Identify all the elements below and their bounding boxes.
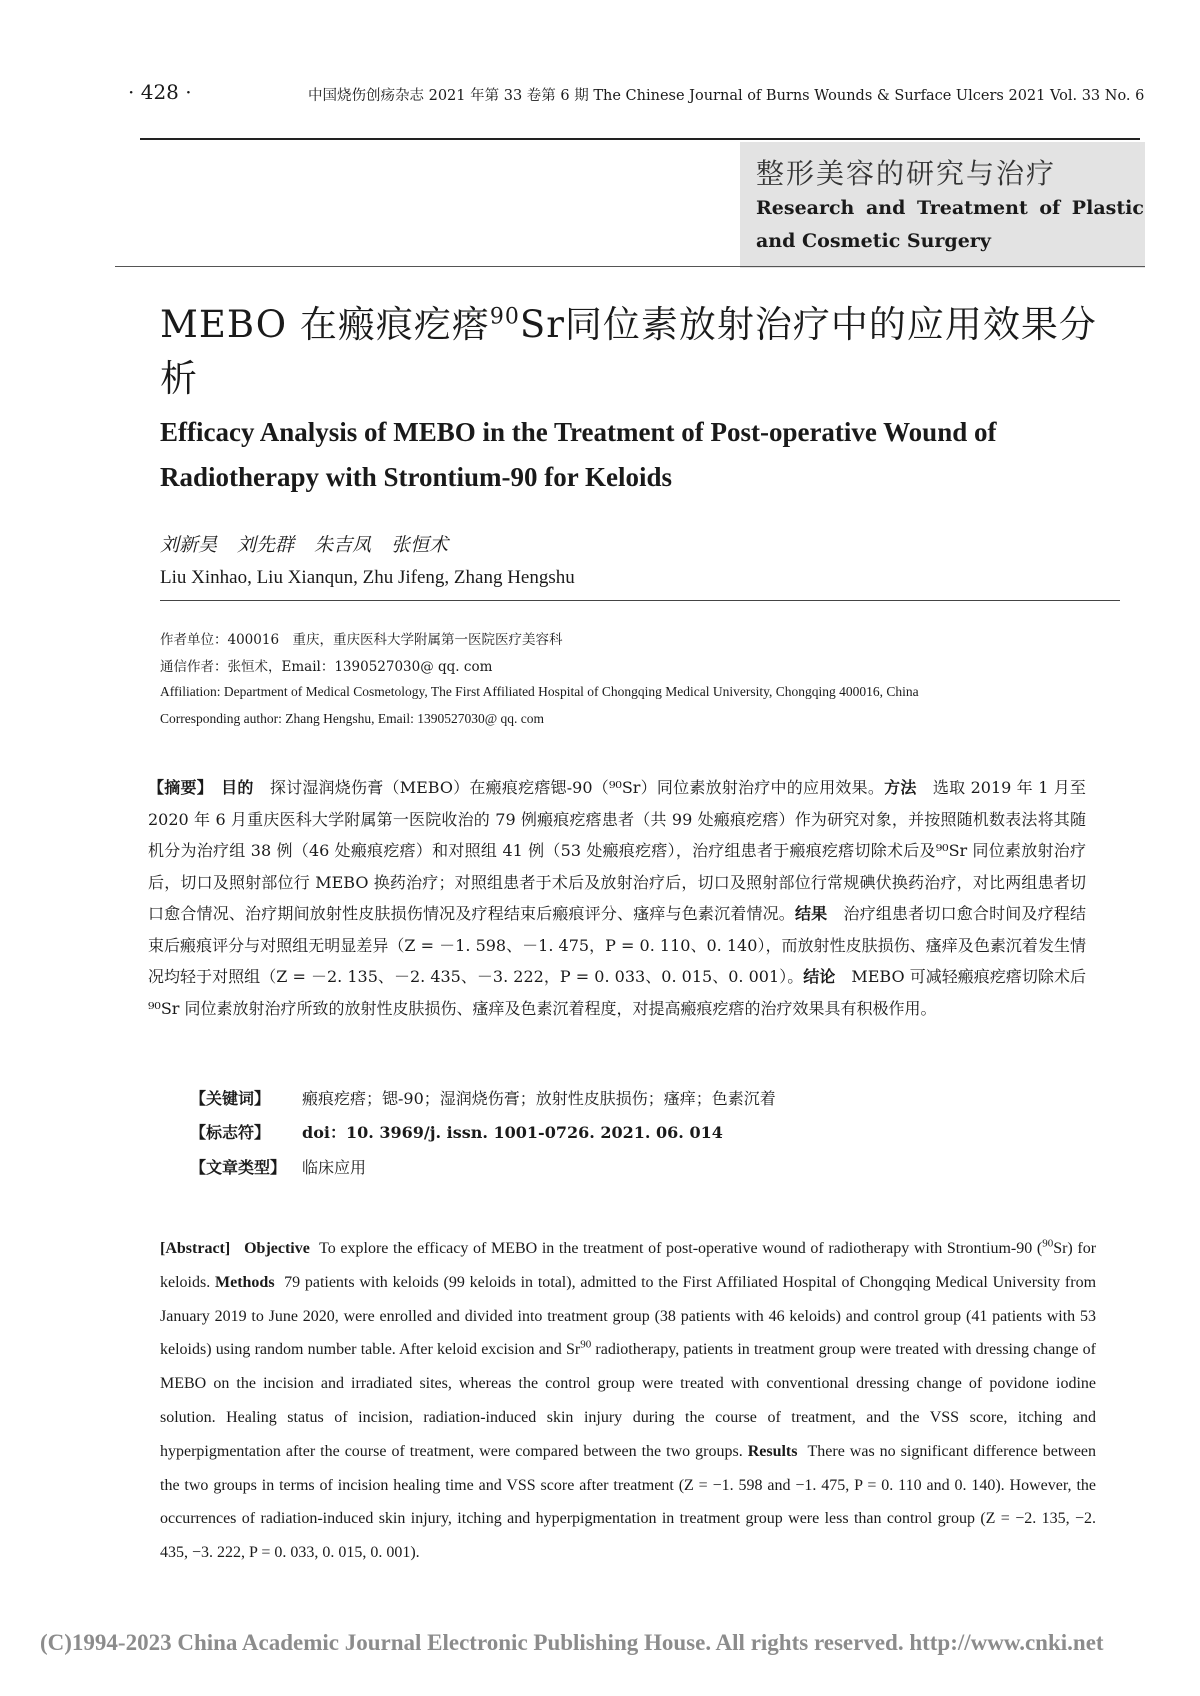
abstract-en <box>160 1232 1096 1570</box>
section-rule <box>115 266 1145 267</box>
abstract-cn <box>148 772 1086 1024</box>
methods-en-a: 79 patients with keloids (99 keloids in total), admitted to the First Affiliated Hospital of Chongqing Medical University from January 2019 to June 2020, were enrolled and divided into treatment group (38 patients with 46 keloids) and control group (41 patients with 53 keloids) using random number table. After keloid excision and Sr <box>160 1273 1097 1359</box>
objective-label-cn: 目的 <box>221 778 254 797</box>
article-title-en: Efficacy Analysis of MEBO in the Treatment of Post-operative Wound of Radiotherapy with Strontium-90 for Keloids <box>160 417 997 492</box>
authors-rule <box>160 600 1120 601</box>
corresponding-author-en: Corresponding author: Zhang Hengshu, Email: 1390527030@ qq. com <box>160 711 545 726</box>
conclusion-cn: MEBO 可减轻瘢痕疙瘩切除术后⁹⁰Sr 同位素放射治疗所致的放射性皮肤损伤、瘙痒及色素沉着程度，对提高瘢痕疙瘩的治疗效果具有积极作用。 <box>148 967 1086 1018</box>
doi: doi：10. 3969/j. issn. 1001-0726. 2021. 06. 014 <box>302 1123 723 1142</box>
methods-cn: 选取 2019 年 1 月至 2020 年 6 月重庆医科大学附属第一医院收治的 79 例瘢痕疙瘩患者（共 99 处瘢痕疙瘩）作为研究对象，并按照随机数表法将其随机分为治疗组 38 例（46 处瘢痕疙瘩）和对照组 41 例（53 处瘢痕疙瘩），治疗组患者于瘢痕疙瘩切除术后及⁹⁰Sr 同位素放射治疗后，切口及照射部位行 MEBO 换药治疗；对照组患者于术后及放射治疗后，切口及照射部位行常规碘伏换药治疗，对比两组患者切口愈合情况、治疗期间放射性皮肤损伤情况及疗程结束后瘢痕评分、瘙痒与色素沉着情况。 <box>148 778 1086 923</box>
affiliation-en: Affiliation: Department of Medical Cosmetology, The First Affiliated Hospital of Chongqing Medical University, Chongqing 400016, China <box>160 684 919 699</box>
keywords: 瘢痕疙瘩；锶-90；湿润烧伤膏；放射性皮肤损伤；瘙痒；色素沉着 <box>302 1089 776 1108</box>
identifier-label: 【标志符】 <box>190 1123 271 1142</box>
objective-en-a: To explore the efficacy of MEBO in the treatment of post-operative wound of radiotherapy with Strontium-90 ( <box>319 1240 1043 1257</box>
column-title-cn: 整形美容的研究与治疗 <box>756 157 1057 190</box>
header-rule <box>140 138 1140 140</box>
title-cn-superscript: 90 <box>489 304 520 330</box>
objective-label-en: Objective <box>244 1240 310 1257</box>
methods-label-cn: 方法 <box>884 778 917 797</box>
objective-cn: 探讨湿润烧伤膏（MEBO）在瘢痕疙瘩锶-90（⁹⁰Sr）同位素放射治疗中的应用效果。 <box>269 778 885 797</box>
article-type: 临床应用 <box>302 1158 367 1177</box>
column-title-en-line1: Research and Treatment of Plastic <box>756 197 1144 219</box>
results-label-en: Results <box>747 1442 798 1460</box>
corresponding-author-cn: 通信作者：张恒术，Email：1390527030@ qq. com <box>160 659 493 675</box>
affiliation-cn: 作者单位：400016 重庆，重庆医科大学附属第一医院医疗美容科 <box>160 632 563 648</box>
copyright-footer: (C)1994-2023 China Academic Journal Electronic Publishing House. All rights reserved. http://www.cnki.net <box>40 1630 1104 1655</box>
conclusion-label-cn: 结论 <box>803 967 836 986</box>
journal-running-head: 中国烧伤创疡杂志 2021 年第 33 卷第 6 期 The Chinese Journal of Burns Wounds & Surface Ulcers 2021 Vol. 33 No. 6 <box>308 88 1145 104</box>
article-type-row <box>190 1155 366 1178</box>
methods-label-en: Methods <box>214 1273 275 1291</box>
results-label-cn: 结果 <box>794 904 828 923</box>
title-cn-part1: MEBO 在瘢痕疙瘩 <box>160 303 490 346</box>
authors-en: Liu Xinhao, Liu Xianqun, Zhu Jifeng, Zhang Hengshu <box>160 567 575 588</box>
abstract-en-label: [Abstract] <box>160 1240 231 1257</box>
keywords-label: 【关键词】 <box>190 1089 271 1108</box>
column-title-en-line2: and Cosmetic Surgery <box>756 230 991 252</box>
page-number: · 428 · <box>128 80 192 104</box>
keywords-row <box>190 1086 776 1109</box>
objective-en-sup: 90 <box>1042 1237 1054 1250</box>
authors-cn: 刘新昊 刘先群 朱吉凤 张恒术 <box>160 534 449 556</box>
article-title-cn <box>160 298 1110 406</box>
title-cn-part2: Sr同位素放射治疗中的应用效果分析 <box>160 303 1097 400</box>
article-type-label: 【文章类型】 <box>190 1158 287 1177</box>
results-cn: 治疗组患者切口愈合时间及疗程结束后瘢痕评分与对照组无明显差异（Z = －1. 598、－1. 475，P = 0. 110、0. 140），而放射性皮肤损伤、瘙痒及色素沉着发生情况均轻于对照组（Z = －2. 135、－2. 435、－3. 222，P = 0. 033、0. 015、0. 001）。 <box>148 904 1086 986</box>
identifier-row <box>190 1120 723 1143</box>
abstract-cn-label: 【摘要】 <box>148 778 205 797</box>
objective-en-b: Sr) for keloids. <box>160 1240 1097 1291</box>
results-en: There was no significant difference between the two groups in terms of incision healing time and VSS score after treatment (Z = −1. 598 and −1. 475, P = 0. 110 and 0. 140). However, the occurrences of radiation-induced skin injury, itching and hyperpigmentation in treatment group were less than control group (Z = −2. 135, −2. 435, −3. 222, P = 0. 033, 0. 015, 0. 001). <box>160 1442 1097 1562</box>
methods-en-sup: 90 <box>580 1339 592 1352</box>
methods-en-b: radiotherapy, patients in treatment group were treated with dressing change of MEBO on the incision and irradiated sites, whereas the control group were treated with conventional dressing change of povidone iodine solution. Healing status of incision, radiation-induced skin injury during the course of treatment, and the VSS score, itching and hyperpigmentation after the course of treatment, were compared between the two groups. <box>160 1341 1097 1460</box>
